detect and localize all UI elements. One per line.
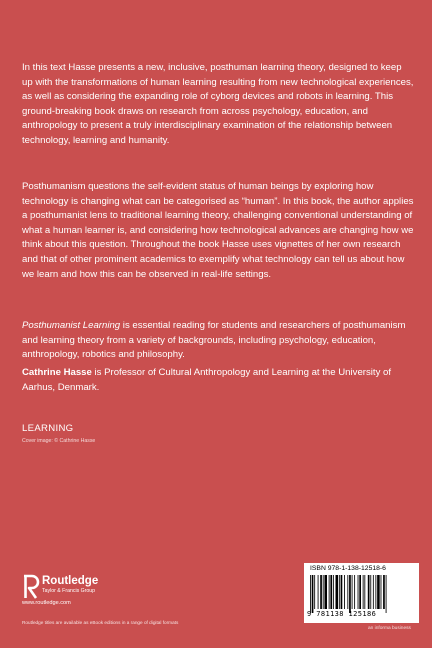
isbn-label: ISBN 978-1-138-12518-6 [310, 565, 386, 572]
barcode-bar [323, 575, 324, 609]
book-title-italic: Posthumanist Learning [22, 320, 121, 331]
barcode-bar [368, 575, 370, 609]
barcode-digits: 9 781138 125186 [307, 610, 377, 618]
barcode-bar [336, 575, 339, 609]
barcode-bar [381, 575, 382, 609]
author-bio-text: is Professor of Cultural Anthropology and Learning at the University of Aarhus, Denmark. [22, 367, 392, 393]
cover-image-credit: Cover image: © Cathrine Hasse [22, 438, 96, 444]
author-name: Cathrine Hasse [22, 367, 92, 378]
blurb-paragraph-3-text: is essential reading for students and researchers of posthumanism and learning theory from a variety of backgrounds, including psychology, education, anthropology, robotics and philosophy. [22, 320, 406, 361]
barcode-bar [329, 575, 330, 609]
barcode-bar [375, 575, 376, 609]
barcode-bar [333, 575, 334, 609]
barcode-icon [308, 575, 415, 613]
barcode-bar [354, 575, 355, 609]
barcode-bar [349, 575, 351, 613]
barcode-bar [377, 575, 380, 609]
publisher-group: Taylor & Francis Group [42, 588, 96, 594]
author-bio [22, 366, 414, 395]
barcode-bar [364, 575, 365, 609]
barcode-bar [312, 575, 314, 613]
barcode-bar [320, 575, 322, 609]
barcode-bar [370, 575, 371, 609]
barcode-bar [383, 575, 385, 609]
barcode-bar [363, 575, 364, 609]
isbn-barcode [304, 563, 419, 623]
barcode-bar [373, 575, 374, 609]
blurb-paragraph-2-text: Posthumanism questions the self-evident status of human beings by exploring how technology is changing what can be categorised as “human”. In this book, the author applies a posthumanist lens to traditional learning theory, challenging conventional understanding of what a human learner is, and considering how technological advances are changing how we think about this question. Throughout the book Hasse uses vignettes of her own research and that of other prominent academics to exemplify what technology can tell us about how we learn and how this can be observed in real-life settings. [22, 181, 414, 280]
barcode-bar [352, 575, 353, 609]
blurb-paragraph-1-text: In this text Hasse presents a new, inclusive, posthuman learning theory, designed to keep up with the transformations of human learning resulting from new technological experiences, as well as considering the expanding role of cyborg devices and robots in learning. This ground-breaking book draws on research from across psychology, education, and anthropology to present a truly interdisciplinary examination of the relationship between technology, learning and humanity. [22, 62, 414, 146]
blurb-paragraph-1 [22, 61, 414, 149]
informa-business: an informa business [368, 626, 411, 631]
barcode-bar [339, 575, 340, 609]
publisher-name: Routledge [42, 575, 99, 587]
barcode-bar [347, 575, 348, 609]
barcode-bar [314, 575, 315, 609]
barcode-bar [330, 575, 332, 609]
barcode-bar [318, 575, 319, 609]
ebook-footnote: Routledge titles are available as eBook editions in a range of digital formats [22, 620, 179, 625]
publisher-logo [22, 574, 142, 610]
barcode-bar [341, 575, 343, 609]
subject-category: LEARNING [22, 423, 74, 434]
barcode-bar [344, 575, 345, 609]
barcode-bar [359, 575, 361, 609]
barcode-bar [386, 575, 387, 613]
barcode-bar [358, 575, 359, 609]
barcode-bar [324, 575, 327, 609]
blurb-paragraph-3 [22, 319, 414, 363]
blurb-paragraph-2 [22, 180, 414, 282]
publisher-url: www.routledge.com [22, 600, 71, 606]
barcode-bar [310, 575, 311, 613]
